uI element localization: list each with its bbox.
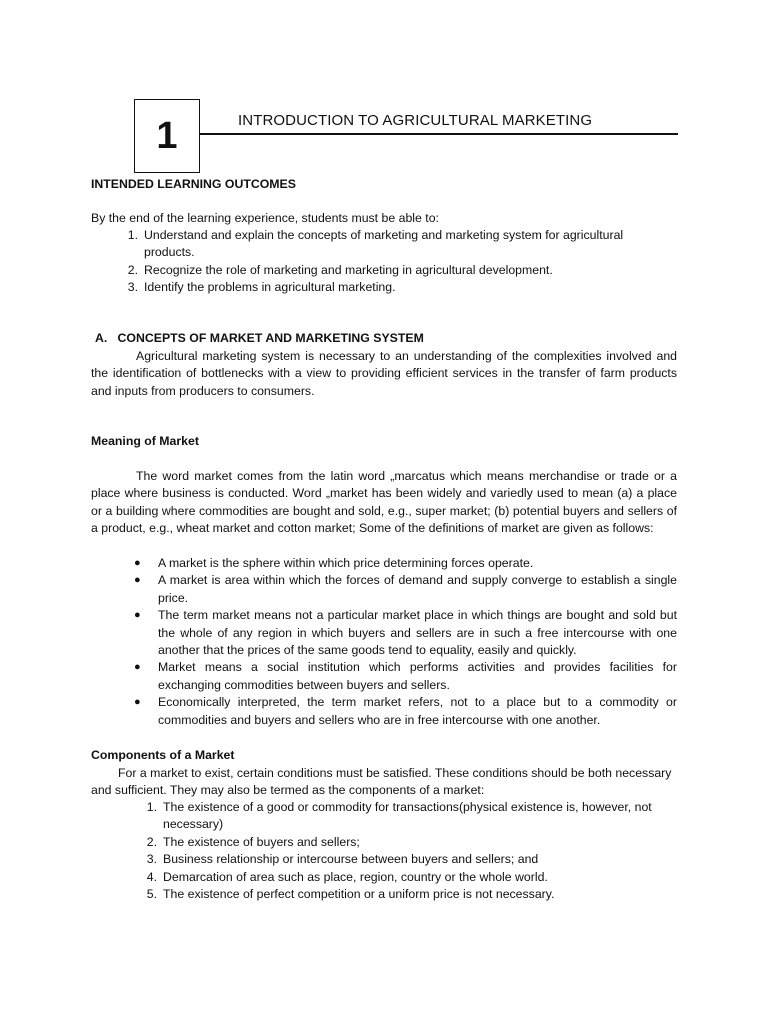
component-item-number: 5. <box>146 887 157 902</box>
component-item <box>146 886 677 903</box>
ilo-item-number: 3. <box>127 280 138 295</box>
ilo-item <box>127 279 664 296</box>
ilo-intro: By the end of the learning experience, students must be able to: <box>91 211 439 225</box>
meaning-heading: Meaning of Market <box>91 434 199 448</box>
list-item-text: A market is area within which the forces of demand and supply converge to establish a single price. <box>158 573 677 605</box>
component-item-text: The existence of a good or commodity for transactions(physical existence is, however, not necessary) <box>163 800 652 832</box>
bullet-icon: ● <box>134 609 141 622</box>
component-item <box>146 799 677 834</box>
ilo-item-text: Identify the problems in agricultural marketing. <box>144 280 396 295</box>
component-item-number: 3. <box>146 852 157 867</box>
chapter-number: 1 <box>156 114 178 157</box>
component-item-number: 2. <box>146 834 157 849</box>
component-item-text: Demarcation of area such as place, region, country or the whole world. <box>163 869 548 884</box>
market-definitions-list <box>134 555 677 729</box>
component-item <box>146 869 677 886</box>
component-item-text: The existence of buyers and sellers; <box>163 834 360 849</box>
list-item <box>134 694 677 729</box>
ilo-list <box>127 227 664 297</box>
component-item-text: Business relationship or intercourse between buyers and sellers; and <box>163 852 539 867</box>
list-item-text: Market means a social institution which performs activities and provides facilities for exchanging commodities between buyers and sellers. <box>158 660 677 692</box>
section-a-heading: A. CONCEPTS OF MARKET AND MARKETING SYSTEM <box>95 331 424 345</box>
meaning-paragraph: The word market comes from the latin word „marcatus which means merchandise or trade or a place where business is conducted. Word „market has been widely and variedly used to mean (a) a place or a building where commodities are bought and sold, e.g., super market; (b) potential buyers and sellers of a product, e.g., wheat market and cotton market; Some of the definitions of market are given as follows: <box>91 469 677 536</box>
list-item-text: A market is the sphere within which price determining forces operate. <box>158 556 534 570</box>
list-item <box>134 607 677 659</box>
components-list <box>146 799 677 903</box>
ilo-item-text: Recognize the role of marketing and marketing in agricultural development. <box>144 262 553 277</box>
bullet-icon: ● <box>134 574 141 587</box>
component-item-text: The existence of perfect competition or a uniform price is not necessary. <box>163 887 555 902</box>
bullet-icon: ● <box>134 557 141 569</box>
components-heading: Components of a Market <box>91 748 235 762</box>
ilo-item-text: Understand and explain the concepts of marketing and marketing system for agricultural products. <box>144 228 624 260</box>
component-item-number: 4. <box>146 869 157 884</box>
ilo-heading: INTENDED LEARNING OUTCOMES <box>91 177 296 191</box>
bullet-icon: ● <box>134 696 141 709</box>
list-item <box>134 572 677 607</box>
ilo-item-number: 2. <box>127 262 138 277</box>
chapter-number-box <box>134 99 200 173</box>
ilo-item <box>127 262 664 279</box>
title-underline <box>200 133 678 135</box>
section-a-paragraph: Agricultural marketing system is necessary to an understanding of the complexities involved and the identification of bottlenecks with a view to providing efficient services in the transfer of farm products and inputs from producers to consumers. <box>91 349 677 398</box>
list-item <box>134 555 677 572</box>
bullet-icon: ● <box>134 661 141 674</box>
list-item-text: The term market means not a particular market place in which things are bought and sold but the whole of any region in which buyers and sellers are in such a free intercourse with one another that the prices of the same goods tend to equality, easily and quickly. <box>158 608 677 658</box>
ilo-item-number: 1. <box>127 228 138 242</box>
ilo-item <box>127 227 664 262</box>
list-item-text: Economically interpreted, the term market refers, not to a place but to a commodity or commodities and buyers and sellers who are in free intercourse with one another. <box>158 695 677 727</box>
component-item <box>146 851 677 868</box>
components-paragraph: For a market to exist, certain conditions must be satisfied. These conditions should be both necessary and sufficient. They may also be termed as the components of a market: <box>91 766 672 798</box>
component-item <box>146 834 677 851</box>
list-item <box>134 659 677 694</box>
chapter-title: INTRODUCTION TO AGRICULTURAL MARKETING <box>238 112 593 129</box>
component-item-number: 1. <box>146 800 157 814</box>
